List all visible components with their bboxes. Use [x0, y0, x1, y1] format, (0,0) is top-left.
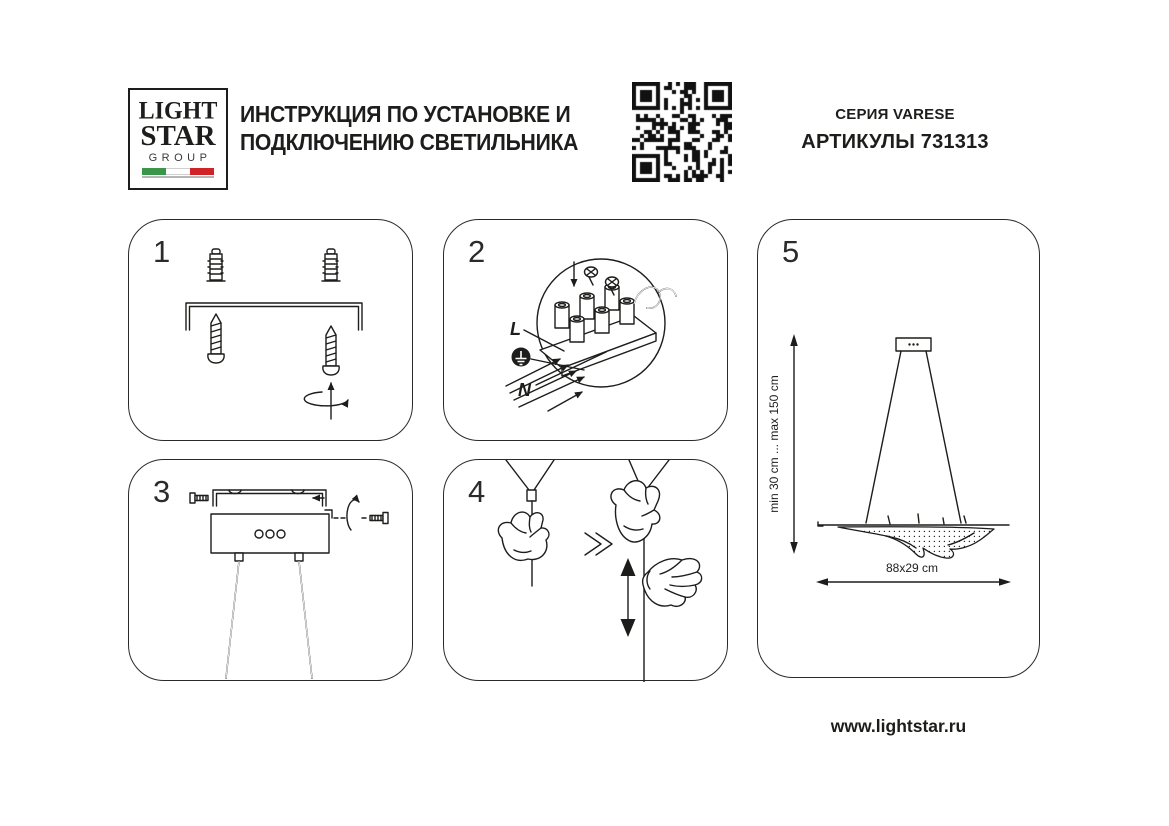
next-step-arrow-icon [585, 533, 612, 555]
page-title-line2: ПОДКЛЮЧЕНИЮ СВЕТИЛЬНИКА [240, 129, 579, 155]
website-url: www.lightstar.ru [830, 716, 967, 736]
logo-line-group: GROUP [148, 152, 212, 164]
step-4-panel [443, 459, 728, 681]
hand-icon [611, 481, 660, 542]
rotate-screw-icon [334, 500, 388, 530]
ceiling-bracket-icon [213, 490, 326, 506]
canopy-box-icon [211, 510, 332, 553]
hand-icon [498, 512, 549, 560]
series-label: СЕРИЯ VARESE [835, 106, 955, 123]
step-2-panel [443, 219, 728, 441]
page-title-line1: ИНСТРУКЦИЯ ПО УСТАНОВКЕ И [240, 101, 571, 127]
step-1-drawing [129, 220, 414, 442]
step-number: 2 [468, 234, 486, 269]
hand-icon [643, 559, 702, 607]
terminal-block-icon [540, 284, 656, 376]
screw-icon [323, 326, 339, 375]
wall-plug-icon [207, 249, 225, 281]
qr-code [632, 82, 732, 182]
step-5-drawing [758, 220, 1041, 679]
height-dimension [767, 334, 798, 554]
product-info [765, 106, 1025, 154]
step-number: 3 [153, 474, 171, 509]
up-down-arrow-icon [621, 558, 636, 637]
step-5-panel [757, 219, 1040, 678]
logo-line-star: STAR [140, 120, 216, 152]
width-dimension [816, 561, 1011, 586]
page-title [240, 100, 626, 156]
step-number: 4 [468, 474, 486, 509]
lightstar-logo [128, 88, 228, 190]
earth-symbol-icon [512, 348, 531, 367]
article-number: АРТИКУЛЫ 731313 [801, 131, 989, 153]
screw-icon [208, 314, 224, 363]
italian-flag-icon [142, 168, 214, 178]
lamp-shade-icon [818, 514, 1009, 558]
shade-size-label: 88x29 cm [885, 561, 939, 575]
screw-icon [190, 493, 208, 503]
height-range-label: min 30 cm ... max 150 cm [767, 375, 781, 513]
canopy-icon [866, 338, 961, 523]
step-number: 1 [153, 234, 171, 269]
logo-line-light: LIGHT [138, 97, 218, 125]
step-number: 5 [782, 234, 800, 269]
step-3-panel [128, 459, 413, 681]
fixture-wire-icon [634, 287, 676, 308]
rotate-arrow-icon [304, 383, 348, 419]
step-2-drawing [444, 220, 729, 442]
step-1-panel [128, 219, 413, 441]
live-label: L [510, 319, 521, 339]
suspension-cables-icon [226, 553, 312, 678]
wall-plug-icon [322, 249, 340, 281]
terminal-screws-icon [574, 262, 619, 295]
step-3-drawing [129, 460, 414, 682]
neutral-label: N [518, 380, 531, 400]
step-4-drawing [444, 460, 729, 682]
